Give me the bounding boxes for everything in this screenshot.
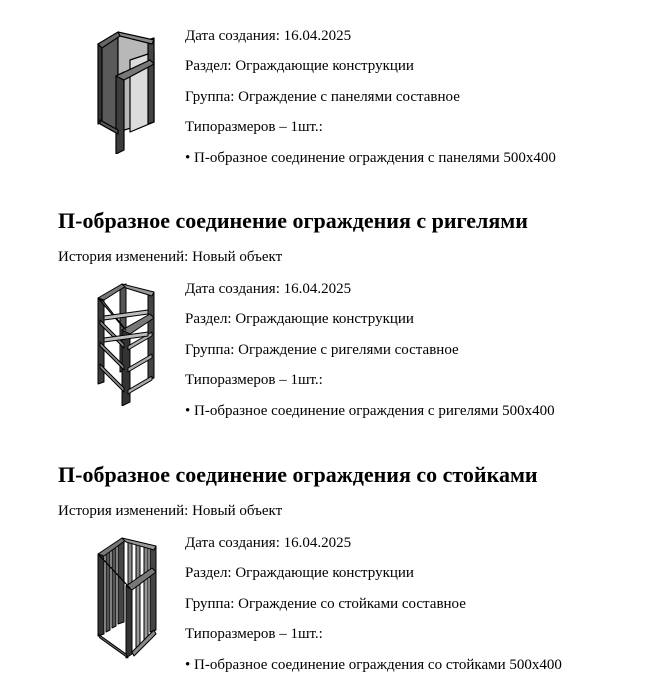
- fence-posts-icon: [90, 530, 170, 660]
- section-label: Раздел: Ограждающие конструкции: [185, 58, 414, 74]
- group-label: Группа: Ограждение с ригелями составное: [185, 342, 459, 358]
- sizes-count: Типоразмеров – 1шт.:: [185, 372, 323, 388]
- section-label: Раздел: Ограждающие конструкции: [185, 311, 414, 327]
- group-label: Группа: Ограждение с панелями составное: [185, 89, 460, 105]
- section-label: Раздел: Ограждающие конструкции: [185, 565, 414, 581]
- change-history: История изменений: Новый объект: [58, 503, 283, 519]
- group-label: Группа: Ограждение со стойками составное: [185, 596, 466, 612]
- size-item: • П-образное соединение ограждения с панелями 500х400: [185, 150, 556, 166]
- sizes-count: Типоразмеров – 1шт.:: [185, 626, 323, 642]
- fence-panels-icon: [90, 24, 170, 154]
- created-date: Дата создания: 16.04.2025: [185, 535, 352, 551]
- object-title: П-образное соединение ограждения со стойками: [58, 462, 538, 487]
- created-date: Дата создания: 16.04.2025: [185, 28, 352, 44]
- size-item: • П-образное соединение ограждения со стойками 500х400: [185, 657, 562, 673]
- size-item: • П-образное соединение ограждения с ригелями 500х400: [185, 403, 555, 419]
- fence-rails-icon: [90, 276, 170, 406]
- object-title: П-образное соединение ограждения с ригелями: [58, 208, 528, 233]
- sizes-count: Типоразмеров – 1шт.:: [185, 119, 323, 135]
- change-history: История изменений: Новый объект: [58, 249, 283, 265]
- created-date: Дата создания: 16.04.2025: [185, 281, 352, 297]
